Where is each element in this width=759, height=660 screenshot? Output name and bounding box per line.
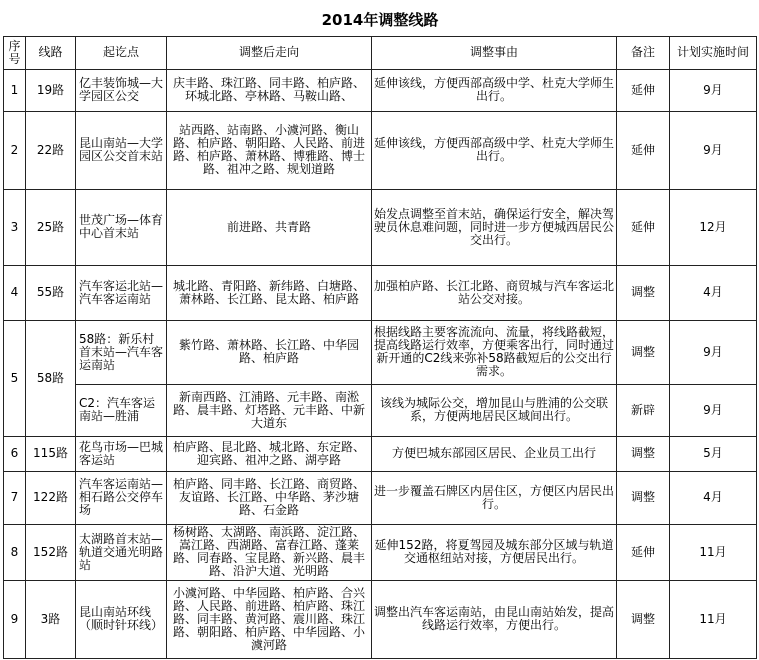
table-row <box>4 265 757 320</box>
table-row <box>4 580 757 658</box>
cell-time: 12月 <box>670 189 757 265</box>
cell-line: 115路 <box>26 436 76 471</box>
cell-route: 杨树路、太湖路、南浜路、淀江路、嵩江路、西湖路、富春江路、蓬莱路、同春路、宝昆路、新兴路、晨丰路、沿沪大道、光明路 <box>167 524 372 580</box>
table-row <box>4 524 757 580</box>
cell-note: 调整 <box>617 320 670 384</box>
cell-time: 4月 <box>670 265 757 320</box>
cell-line: 152路 <box>26 524 76 580</box>
cell-note: 延伸 <box>617 111 670 189</box>
cell-endpoints: C2：汽车客运南站—胜浦 <box>76 384 167 436</box>
cell-note: 延伸 <box>617 69 670 111</box>
cell-no: 3 <box>4 189 26 265</box>
cell-endpoints: 昆山南站环线（顺时针环线） <box>76 580 167 658</box>
cell-no: 6 <box>4 436 26 471</box>
cell-reason: 进一步覆盖石牌区内居住区，方便区内居民出行。 <box>372 471 617 524</box>
cell-endpoints: 汽车客运南站—相石路公交停车场 <box>76 471 167 524</box>
cell-note: 新辟 <box>617 384 670 436</box>
cell-note: 延伸 <box>617 524 670 580</box>
cell-reason: 延伸152路，将夏驾园及城东部分区域与轨道交通枢纽站对接，方便居民出行。 <box>372 524 617 580</box>
cell-route: 柏庐路、同丰路、长江路、商贸路、友谊路、长江路、中华路、茅沙塘路、石金路 <box>167 471 372 524</box>
cell-endpoints: 花鸟市场—巴城客运站 <box>76 436 167 471</box>
header-time: 计划实施时间 <box>670 36 757 69</box>
cell-no: 9 <box>4 580 26 658</box>
cell-route: 柏庐路、昆北路、城北路、东定路、迎宾路、祖冲之路、湖亭路 <box>167 436 372 471</box>
cell-route: 站西路、站南路、小澞河路、衡山路、柏庐路、朝阳路、人民路、前进路、柏庐路、萧林路、博雅路、博士路、祖冲之路、规划道路 <box>167 111 372 189</box>
cell-note: 调整 <box>617 436 670 471</box>
cell-time: 4月 <box>670 471 757 524</box>
cell-note: 调整 <box>617 580 670 658</box>
cell-line: 19路 <box>26 69 76 111</box>
header-row <box>4 36 757 69</box>
table-row <box>4 436 757 471</box>
header-line: 线路 <box>26 36 76 69</box>
header-reason: 调整事由 <box>372 36 617 69</box>
cell-line: 3路 <box>26 580 76 658</box>
cell-route: 庆丰路、珠江路、同丰路、柏庐路、环城北路、亭林路、马鞍山路、 <box>167 69 372 111</box>
cell-time: 11月 <box>670 524 757 580</box>
cell-reason: 始发点调整至首末站，确保运行安全，解决驾驶员休息难问题，同时进一步方便城西居民公交出行。 <box>372 189 617 265</box>
cell-time: 9月 <box>670 320 757 384</box>
cell-route: 小澞河路、中华园路、柏庐路、合兴路、人民路、前进路、柏庐路、珠江路、同丰路、黄河路、震川路、珠江路、朝阳路、柏庐路、中华园路、小澞河路 <box>167 580 372 658</box>
cell-route: 紫竹路、萧林路、长江路、中华园路、柏庐路 <box>167 320 372 384</box>
header-route: 调整后走向 <box>167 36 372 69</box>
cell-line: 25路 <box>26 189 76 265</box>
table-row <box>4 471 757 524</box>
cell-endpoints: 太湖路首末站—轨道交通光明路站 <box>76 524 167 580</box>
cell-time: 5月 <box>670 436 757 471</box>
cell-reason: 加强柏庐路、长江北路、商贸城与汽车客运北站公交对接。 <box>372 265 617 320</box>
cell-endpoints: 昆山南站—大学园区公交首末站 <box>76 111 167 189</box>
cell-note: 调整 <box>617 265 670 320</box>
table-row <box>4 69 757 111</box>
cell-line: 55路 <box>26 265 76 320</box>
table-row <box>4 320 757 384</box>
cell-route: 城北路、青阳路、新纬路、白塘路、萧林路、长江路、昆太路、柏庐路 <box>167 265 372 320</box>
cell-no: 7 <box>4 471 26 524</box>
header-endpoints: 起讫点 <box>76 36 167 69</box>
table-row <box>4 189 757 265</box>
cell-time: 9月 <box>670 111 757 189</box>
table-row <box>4 384 757 436</box>
cell-endpoints: 58路：新乐村首末站—汽车客运南站 <box>76 320 167 384</box>
cell-note: 调整 <box>617 471 670 524</box>
cell-line: 22路 <box>26 111 76 189</box>
cell-no: 4 <box>4 265 26 320</box>
page-title: 2014年调整线路 <box>4 6 757 36</box>
cell-endpoints: 汽车客运北站—汽车客运南站 <box>76 265 167 320</box>
cell-line: 58路 <box>26 320 76 436</box>
header-no: 序号 <box>4 36 26 69</box>
cell-no: 5 <box>4 320 26 436</box>
cell-reason: 方便巴城东部园区居民、企业员工出行 <box>372 436 617 471</box>
cell-time: 9月 <box>670 69 757 111</box>
cell-reason: 延伸该线，方便西部高级中学、杜克大学师生出行。 <box>372 69 617 111</box>
cell-reason: 调整出汽车客运南站，由昆山南站始发，提高线路运行效率，方便出行。 <box>372 580 617 658</box>
cell-time: 9月 <box>670 384 757 436</box>
cell-reason: 该线为城际公交，增加昆山与胜浦的公交联系，方便两地居民区域间出行。 <box>372 384 617 436</box>
cell-endpoints: 世茂广场—体育中心首末站 <box>76 189 167 265</box>
cell-reason: 根据线路主要客流流向、流量，将线路截短，提高线路运行效率，方便乘客出行，同时通过新开通的C2线来弥补58路截短后的公交出行需求。 <box>372 320 617 384</box>
cell-no: 1 <box>4 69 26 111</box>
cell-note: 延伸 <box>617 189 670 265</box>
table-row <box>4 111 757 189</box>
header-note: 备注 <box>617 36 670 69</box>
cell-no: 2 <box>4 111 26 189</box>
cell-endpoints: 亿丰装饰城—大学园区公交 <box>76 69 167 111</box>
cell-route: 新南西路、江浦路、元丰路、南淞路、晨丰路、灯塔路、元丰路、中新大道东 <box>167 384 372 436</box>
title-row <box>4 6 757 36</box>
cell-line: 122路 <box>26 471 76 524</box>
route-adjustment-table <box>3 6 757 659</box>
cell-no: 8 <box>4 524 26 580</box>
cell-route: 前进路、共青路 <box>167 189 372 265</box>
cell-reason: 延伸该线，方便西部高级中学、杜克大学师生出行。 <box>372 111 617 189</box>
cell-time: 11月 <box>670 580 757 658</box>
